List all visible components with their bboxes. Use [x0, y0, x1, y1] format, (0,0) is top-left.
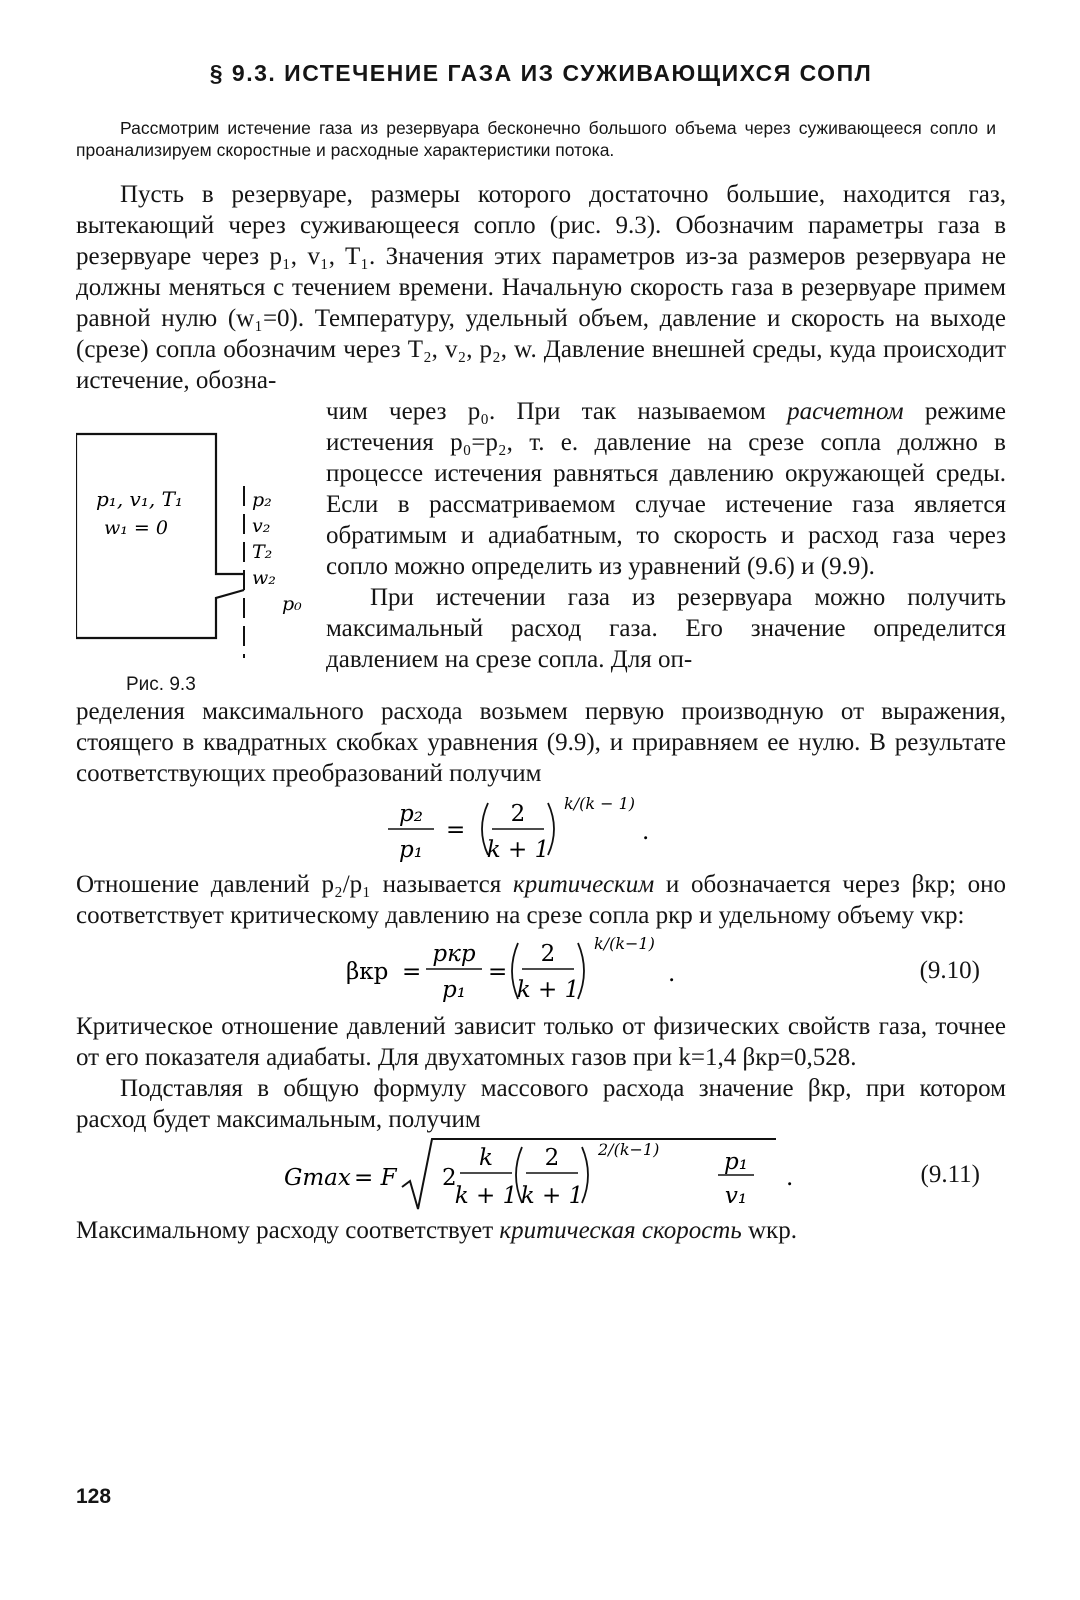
page [76, 60, 1006, 1246]
f3-v1: v₁ [724, 1183, 748, 1209]
abstract-paragraph: Рассмотрим истечение газа из резервуара бесконечно большого объема через суживающееся сопло и проанализируем скоростные и расходные характеристики потока. [76, 118, 996, 160]
f2-frac-numerator: 2 [540, 941, 556, 967]
formula-critical-ratio [76, 789, 1006, 869]
f1-exponent: k/(k − 1) [564, 794, 636, 813]
f1-equals: = [446, 817, 466, 843]
f3-p1: p₁ [724, 1149, 748, 1175]
figure-caption: Рис. 9.3 [126, 674, 196, 695]
f2-p1: p₁ [442, 977, 466, 1003]
f2-p-critical: pкр [432, 941, 476, 967]
f2-frac-denominator: k + 1 [516, 977, 580, 1003]
f3-gmax: Gmax [284, 1165, 351, 1191]
paragraph-4: Критическое отношение давлений зависит только от физических свойств газа, точнее от его показателя адиабаты. Для двухатомных газов при k=1,4 βкр=0,528. [76, 1013, 1006, 1071]
nozzle-diagram [76, 396, 326, 696]
equation-number-9-10: (9.10) [919, 957, 980, 984]
f3-period: . [786, 1165, 794, 1191]
paragraph-6: Максимальному расходу соответствует критическая скорость wкр. [76, 1217, 797, 1244]
equation-number-9-11: (9.11) [920, 1161, 980, 1188]
figure-9-3 [76, 396, 326, 696]
paragraph-2-start: При истечении газа из резервуара можно получить максимальный расход газа. Его значение определится давлением на срезе сопла. Для оп- [326, 584, 1006, 673]
page-number: 128 [76, 1485, 112, 1508]
f3-exponent: 2/(k−1) [598, 1140, 660, 1159]
outlet-T2-label: T₂ [252, 541, 273, 563]
reservoir-params-label: p₁, v₁, T₁ [96, 487, 183, 511]
outlet-p2-label: p₂ [252, 489, 272, 511]
paragraph-2-continued: ределения максимального расхода возьмем первую производную от выражения, стоящего в квадратных скобках уравнения (9.9), и приравняем ее нулю. В результате соответствующих преобразований получим [76, 698, 1006, 787]
paragraph-1-continued: чим через p₀. При так называемом расчетном режиме истечения p₀=p₂, т. е. давление на срезе сопла должно в процессе истечения равняться давлению окружающей среды. Если в рассматриваемом случае истечение газа является обратимым и адиабатным, то скорость и расход газа через сопло можно определить из уравнений (9.6) и (9.9). [326, 398, 1006, 580]
figure-with-text [76, 396, 1006, 696]
f3-frac-denominator: k + 1 [520, 1183, 584, 1209]
outlet-v2-label: v₂ [252, 515, 271, 537]
ambient-p0-label: p₀ [282, 593, 302, 615]
section-heading: § 9.3. ИСТЕЧЕНИЕ ГАЗА ИЗ СУЖИВАЮЩИХСЯ СОПЛ [209, 60, 873, 86]
f2-equals-1: = [402, 959, 422, 985]
f1-lhs-numerator: p₂ [399, 801, 423, 827]
outlet-w2-label: w₂ [252, 567, 276, 589]
f3-k-numerator: k [479, 1145, 493, 1171]
f2-beta: βкр [346, 959, 389, 985]
f1-period: . [642, 819, 650, 845]
formula-9-10 [76, 931, 1006, 1011]
reservoir-velocity-label: w₁ = 0 [104, 517, 168, 539]
f3-frac-numerator: 2 [544, 1145, 560, 1171]
f1-frac-denominator: k + 1 [486, 837, 550, 863]
f2-equals-2: = [488, 959, 508, 985]
f3-k-denominator: k + 1 [454, 1183, 518, 1209]
f3-equals-F: = F [354, 1165, 397, 1191]
f2-period: . [668, 961, 676, 987]
f2-exponent: k/(k−1) [594, 934, 655, 953]
paragraph-3: Отношение давлений p₂/p₁ называется критическим и обозначается через βкр; оно соответствует критическому давлению на срезе сопла pкр и удельному объему vкр: [76, 871, 1007, 929]
paragraph-1: Пусть в резервуаре, размеры которого достаточно большие, находится газ, вытекающий через суживающееся сопло (рис. 9.3). Обозначим параметры газа в резервуаре через p₁, v₁, T₁. Значения этих параметров из-за размеров резервуара не должны меняться с течением времени. Начальную скорость газа в резервуаре примем равной нулю (w₁=0). Температуру, удельный объем, давление и скорость на выходе (срезе) сопла обозначим через T₂, v₂, p₂, w. Давление внешней среды, куда происходит истечение, обозна- [76, 181, 1006, 394]
side-text [326, 396, 1006, 696]
f1-frac-numerator: 2 [510, 801, 526, 827]
f3-coefficient: 2 [442, 1165, 457, 1191]
paragraph-5: Подставляя в общую формулу массового расхода значение βкр, при котором расход будет максимальным, получим [76, 1075, 1006, 1133]
f1-lhs-denominator: p₁ [399, 837, 423, 863]
formula-9-11 [76, 1135, 1006, 1215]
